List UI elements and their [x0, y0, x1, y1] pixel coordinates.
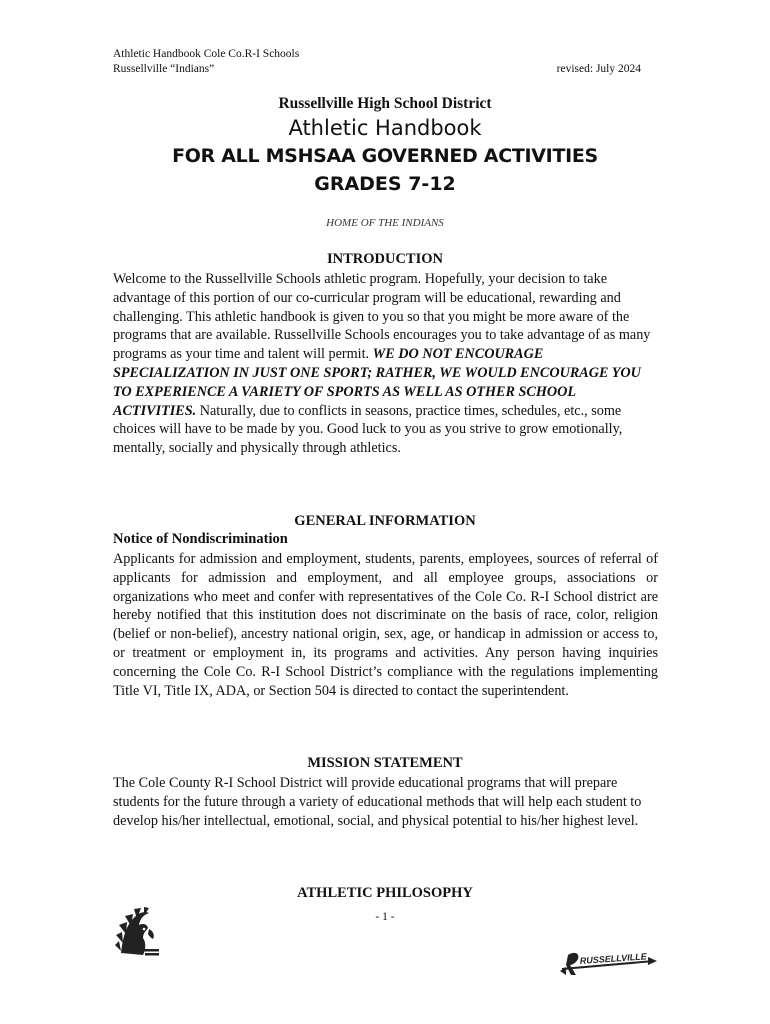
mission-paragraph: The Cole County R-I School District will provide educational programs that will prepare students for the future through a variety of educational methods that will help each student to develop his/her intellectual, emotional, social, and physical potential to his/her highest level.: [113, 775, 642, 829]
governed-title: FOR ALL MSHSAA GOVERNED ACTIVITIES: [172, 145, 598, 167]
home-of-indians: HOME OF THE INDIANS: [326, 217, 444, 229]
intro-emphasis: WE DO NOT ENCOURAGE SPECIALIZATION IN JUST ONE SPORT; RATHER, WE WOULD ENCOURAGE YOU TO EXPERIENCE A VARIETY OF SPORTS AS WELL AS OTHER SCHOOL ACTIVITIES.: [113, 346, 641, 419]
district-title: Russellville High School District: [278, 95, 492, 112]
general-info-heading: GENERAL INFORMATION: [294, 513, 476, 529]
grades-title: GRADES 7-12: [314, 173, 456, 195]
mission-heading: MISSION STATEMENT: [307, 755, 463, 771]
header-line-2: Russellville “Indians”: [113, 63, 215, 75]
logo-text: RUSSELLVILLE: [579, 951, 647, 966]
header-line-1: Athletic Handbook Cole Co.R-I Schools: [113, 48, 300, 60]
russellville-arrow-logo: [558, 947, 658, 981]
intro-text-before: Welcome to the Russellville Schools athletic program. Hopefully, your decision to take advantage of this portion of our co-curricular program will be educational, rewarding and challenging. This athletic handbook is given to you so that you might be more aware of the programs that are available. Russellville Schools encourages you to take advantage of as many programs as your time and talent will permit.: [113, 271, 651, 363]
nondiscrimination-heading: Notice of Nondiscrimination: [113, 531, 288, 547]
page-number: - 1 -: [375, 911, 395, 923]
nondiscrimination-paragraph: Applicants for admission and employment, students, parents, employees, sources of referral of applicants for admission and employment, and all employee groups, associations or organizations who meet and confer with representatives of the Cole Co. R-I School district are hereby notified that this institution does not discriminate on the basis of race, color, religion (belief or non-belief), ancestry national origin, sex, age, or handicap in admission or access to, or treatment or employment in, its programs and activities. Any person having inquiries concerning the Cole Co. R-I School District’s compliance with the regulations implementing Title VI, Title IX, ADA, or Section 504 is directed to contact the superintendent.: [113, 551, 658, 699]
indian-mascot-logo-icon: [113, 905, 163, 957]
introduction-paragraph: [113, 270, 658, 458]
introduction-heading: INTRODUCTION: [326, 251, 443, 267]
revised-date: revised: July 2024: [556, 63, 641, 75]
philosophy-heading: ATHLETIC PHILOSOPHY: [297, 885, 473, 901]
handbook-title: Athletic Handbook: [288, 116, 482, 140]
intro-text-after: Naturally, due to conflicts in seasons, practice times, schedules, etc., some choices will have to be made by you. Good luck to you as you strive to grow emotionally, mentally, socially and physically through athletics.: [113, 402, 623, 457]
